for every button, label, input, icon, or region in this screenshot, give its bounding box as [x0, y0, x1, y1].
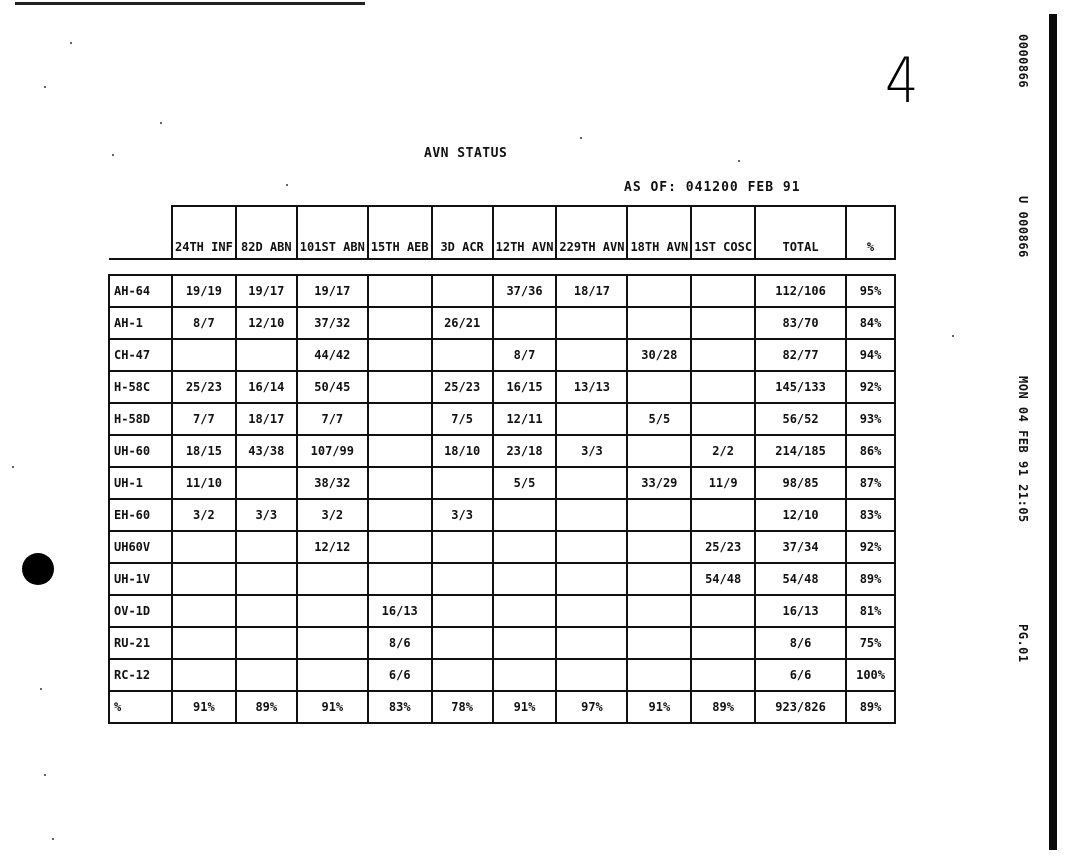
table-row: [109, 627, 895, 659]
table-cell: 89%: [846, 563, 895, 595]
table-cell: [493, 531, 557, 563]
table-cell: 5/5: [627, 403, 691, 435]
side-doc-id-2: U 000866: [1016, 196, 1030, 258]
column-header: %: [846, 206, 895, 259]
table-cell: 86%: [846, 435, 895, 467]
row-label: UH-1: [109, 467, 172, 499]
table-cell: [556, 659, 627, 691]
column-header: 1ST COSC: [691, 206, 755, 259]
table-cell: [627, 275, 691, 307]
table-row: [109, 499, 895, 531]
table-cell: [172, 563, 236, 595]
scan-speck: [286, 184, 288, 186]
table-cell: [627, 595, 691, 627]
table-cell: [432, 531, 493, 563]
column-header: 24TH INF: [172, 206, 236, 259]
table-cell: [236, 339, 297, 371]
scan-speck: [44, 86, 46, 88]
table-cell: [556, 307, 627, 339]
table-cell: 30/28: [627, 339, 691, 371]
table-cell: 25/23: [172, 371, 236, 403]
row-label: AH-64: [109, 275, 172, 307]
table-row: [109, 595, 895, 627]
table-cell: [493, 307, 557, 339]
table-cell: 19/17: [297, 275, 368, 307]
table-cell: [236, 659, 297, 691]
table-cell: 37/34: [755, 531, 846, 563]
table-cell: 12/11: [493, 403, 557, 435]
table-cell: 87%: [846, 467, 895, 499]
table-cell: 107/99: [297, 435, 368, 467]
table-cell: [627, 371, 691, 403]
table-cell: [556, 499, 627, 531]
table-cell: [691, 499, 755, 531]
table-header-row: [109, 206, 895, 259]
scan-speck: [70, 42, 72, 44]
side-doc-id-1: 0000866: [1016, 34, 1030, 89]
table-cell: [432, 563, 493, 595]
table-cell: 16/13: [368, 595, 432, 627]
table-cell: [297, 659, 368, 691]
table-cell: [493, 627, 557, 659]
table-cell: [691, 307, 755, 339]
table-cell: 25/23: [432, 371, 493, 403]
table-cell: 214/185: [755, 435, 846, 467]
table-cell: 26/21: [432, 307, 493, 339]
table-cell: 92%: [846, 371, 895, 403]
table-cell: 12/10: [236, 307, 297, 339]
table-row: [109, 563, 895, 595]
row-label: UH-1V: [109, 563, 172, 595]
row-label: OV-1D: [109, 595, 172, 627]
row-label: UH-60: [109, 435, 172, 467]
table-cell: 38/32: [297, 467, 368, 499]
scan-speck: [160, 122, 162, 124]
table-cell: 37/36: [493, 275, 557, 307]
table-cell: [556, 595, 627, 627]
table-cell: 33/29: [627, 467, 691, 499]
corner-cell: [109, 206, 172, 259]
table-cell: 3/2: [297, 499, 368, 531]
column-header: 18TH AVN: [627, 206, 691, 259]
aviation-status-table: [108, 205, 896, 724]
table-cell: [368, 467, 432, 499]
table-cell: 78%: [432, 691, 493, 723]
column-header: 229TH AVN: [556, 206, 627, 259]
table-cell: [297, 563, 368, 595]
table-cell: [368, 435, 432, 467]
table-cell: [172, 339, 236, 371]
table-cell: [691, 659, 755, 691]
scan-speck: [40, 688, 42, 690]
hole-punch-mark: [22, 553, 54, 585]
table-cell: 3/3: [236, 499, 297, 531]
table-cell: [493, 563, 557, 595]
scan-speck: [738, 160, 740, 162]
table-cell: [172, 627, 236, 659]
table-row: [109, 691, 895, 723]
table-cell: 100%: [846, 659, 895, 691]
table-cell: 91%: [297, 691, 368, 723]
table-cell: 54/48: [691, 563, 755, 595]
table-cell: [627, 659, 691, 691]
table-spacer-row: [109, 259, 895, 275]
table-cell: 18/15: [172, 435, 236, 467]
scan-speck: [952, 335, 954, 337]
scan-speck: [44, 774, 46, 776]
column-header: 15TH AEB: [368, 206, 432, 259]
column-header: 12TH AVN: [493, 206, 557, 259]
table-cell: [691, 339, 755, 371]
table-cell: [368, 531, 432, 563]
table-cell: 16/14: [236, 371, 297, 403]
table-cell: [368, 275, 432, 307]
table-cell: [627, 531, 691, 563]
table-cell: [691, 371, 755, 403]
table-cell: 81%: [846, 595, 895, 627]
table-cell: 7/7: [297, 403, 368, 435]
table-cell: 13/13: [556, 371, 627, 403]
table-cell: [691, 595, 755, 627]
table-row: [109, 307, 895, 339]
table-cell: 5/5: [493, 467, 557, 499]
table-cell: 6/6: [368, 659, 432, 691]
table-cell: [627, 307, 691, 339]
top-scan-rule: [15, 2, 365, 5]
table-cell: 8/7: [493, 339, 557, 371]
side-page-number: PG.01: [1016, 624, 1030, 663]
scan-speck: [52, 838, 54, 840]
table-cell: 84%: [846, 307, 895, 339]
table-cell: [236, 467, 297, 499]
table-cell: [556, 467, 627, 499]
table-cell: [172, 595, 236, 627]
table-cell: 83%: [846, 499, 895, 531]
table-cell: [172, 659, 236, 691]
table-cell: 8/6: [755, 627, 846, 659]
table-cell: [368, 371, 432, 403]
table-cell: 43/38: [236, 435, 297, 467]
table-cell: [493, 499, 557, 531]
table-row: [109, 467, 895, 499]
table-cell: 11/10: [172, 467, 236, 499]
table-cell: 18/17: [236, 403, 297, 435]
table-row: [109, 403, 895, 435]
table-cell: 89%: [691, 691, 755, 723]
table-cell: 11/9: [691, 467, 755, 499]
table-cell: [432, 595, 493, 627]
table-cell: 56/52: [755, 403, 846, 435]
table-cell: 89%: [846, 691, 895, 723]
row-label: RC-12: [109, 659, 172, 691]
page-title: AVN STATUS: [424, 146, 508, 161]
table-cell: [432, 659, 493, 691]
as-of-date: AS OF: 041200 FEB 91: [624, 180, 801, 195]
table-cell: 44/42: [297, 339, 368, 371]
table-cell: [556, 627, 627, 659]
row-label: AH-1: [109, 307, 172, 339]
table-row: [109, 275, 895, 307]
table-row: [109, 659, 895, 691]
table-cell: 12/10: [755, 499, 846, 531]
table-cell: 923/826: [755, 691, 846, 723]
table-cell: [691, 403, 755, 435]
table-cell: 92%: [846, 531, 895, 563]
table-cell: [236, 627, 297, 659]
row-label: CH-47: [109, 339, 172, 371]
row-label: EH-60: [109, 499, 172, 531]
table-cell: 7/7: [172, 403, 236, 435]
table-cell: [627, 499, 691, 531]
table-cell: [627, 627, 691, 659]
table-cell: [368, 339, 432, 371]
table-cell: 3/3: [556, 435, 627, 467]
table-cell: 145/133: [755, 371, 846, 403]
table-cell: 25/23: [691, 531, 755, 563]
row-label: H-58D: [109, 403, 172, 435]
table-cell: 83%: [368, 691, 432, 723]
table-cell: 98/85: [755, 467, 846, 499]
table-cell: [297, 595, 368, 627]
column-header: 101ST ABN: [297, 206, 368, 259]
table-cell: 12/12: [297, 531, 368, 563]
table-cell: 94%: [846, 339, 895, 371]
table-cell: [493, 659, 557, 691]
right-scan-edge: [1049, 14, 1057, 850]
table-cell: 19/19: [172, 275, 236, 307]
table-row: [109, 531, 895, 563]
row-label: %: [109, 691, 172, 723]
table-row: [109, 339, 895, 371]
table-cell: [368, 403, 432, 435]
table-cell: [432, 627, 493, 659]
table-cell: [556, 531, 627, 563]
table-cell: 19/17: [236, 275, 297, 307]
table-cell: [691, 627, 755, 659]
table-cell: 3/3: [432, 499, 493, 531]
table-cell: [432, 339, 493, 371]
table-cell: [556, 339, 627, 371]
table-cell: 75%: [846, 627, 895, 659]
column-header: 82D ABN: [236, 206, 297, 259]
table-cell: 93%: [846, 403, 895, 435]
table-cell: 8/7: [172, 307, 236, 339]
table-cell: 23/18: [493, 435, 557, 467]
table-cell: [368, 563, 432, 595]
table-cell: 50/45: [297, 371, 368, 403]
table-cell: 16/15: [493, 371, 557, 403]
table-cell: [368, 307, 432, 339]
table-cell: 37/32: [297, 307, 368, 339]
table-cell: [368, 499, 432, 531]
table-cell: 91%: [627, 691, 691, 723]
table-cell: 97%: [556, 691, 627, 723]
table-cell: [432, 275, 493, 307]
table-cell: [236, 563, 297, 595]
table-cell: [627, 563, 691, 595]
table-cell: 18/17: [556, 275, 627, 307]
row-label: RU-21: [109, 627, 172, 659]
table-cell: 3/2: [172, 499, 236, 531]
table-row: [109, 435, 895, 467]
table-cell: [493, 595, 557, 627]
table-cell: [627, 435, 691, 467]
table-cell: [556, 563, 627, 595]
table-cell: 18/10: [432, 435, 493, 467]
table-cell: 54/48: [755, 563, 846, 595]
table-cell: 7/5: [432, 403, 493, 435]
table-cell: [236, 595, 297, 627]
table-cell: 89%: [236, 691, 297, 723]
table-row: [109, 371, 895, 403]
column-header: 3D ACR: [432, 206, 493, 259]
table-cell: 16/13: [755, 595, 846, 627]
table-cell: 2/2: [691, 435, 755, 467]
row-label: H-58C: [109, 371, 172, 403]
table-cell: [691, 275, 755, 307]
table-cell: 82/77: [755, 339, 846, 371]
table-cell: [297, 627, 368, 659]
table-body: [109, 259, 895, 723]
table-cell: [172, 531, 236, 563]
table-cell: 95%: [846, 275, 895, 307]
scan-speck: [12, 466, 14, 468]
table-cell: 6/6: [755, 659, 846, 691]
row-label: UH60V: [109, 531, 172, 563]
table-cell: 83/70: [755, 307, 846, 339]
table-cell: [432, 467, 493, 499]
scan-speck: [112, 154, 114, 156]
handwritten-page-mark: 4: [884, 44, 919, 117]
table-cell: [236, 531, 297, 563]
table-cell: 112/106: [755, 275, 846, 307]
table-cell: 91%: [172, 691, 236, 723]
side-fax-time: MON 04 FEB 91 21:05: [1016, 376, 1030, 523]
table-cell: 91%: [493, 691, 557, 723]
column-header: TOTAL: [755, 206, 846, 259]
table-cell: [556, 403, 627, 435]
table-cell: 8/6: [368, 627, 432, 659]
scan-speck: [580, 137, 582, 139]
